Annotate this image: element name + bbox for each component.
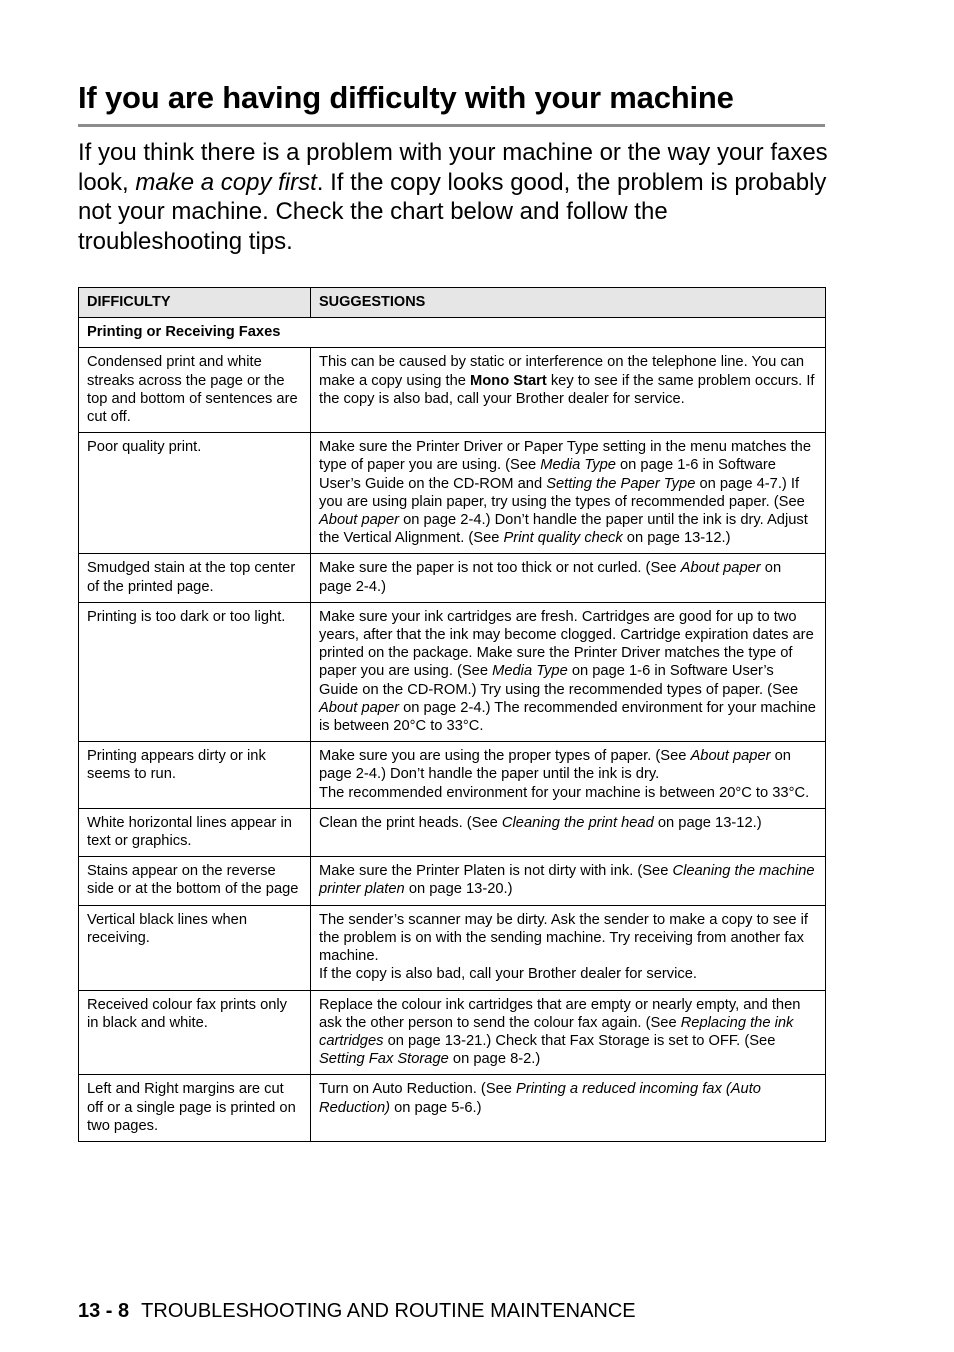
difficulty-cell: Vertical black lines when receiving. xyxy=(79,905,311,990)
chapter-title: TROUBLESHOOTING AND ROUTINE MAINTENANCE xyxy=(141,1300,636,1322)
suggestion-cell xyxy=(311,742,826,809)
suggestion-paragraph: Make sure the Printer Platen is not dirty with ink. (See Cleaning the machine printer platen on page 13-20.) xyxy=(319,863,815,898)
italic-reference: Printing a reduced incoming fax (Auto Reduction) xyxy=(319,1081,761,1116)
suggestion-paragraph: Make sure your ink cartridges are fresh. Cartridges are good for up to two years, after that the ink may become clogged. Cartridge expiration dates are printed on the package. Make sure the Printer Driver matches the type of paper you are using. (See Media Type on page 1-6 in Software User’s Guide on the CD-ROM.) Try using the recommended types of paper. (See About paper on page 2-4.) The recommended environment for your machine is between 20°C to 33°C. xyxy=(319,608,816,735)
italic-reference: About paper xyxy=(319,699,400,716)
suggestion-cell xyxy=(311,602,826,741)
page-title: If you are having difficulty with your machine xyxy=(78,80,734,115)
table-row xyxy=(79,990,826,1075)
italic-reference: Media Type xyxy=(492,663,568,680)
difficulty-cell: Poor quality print. xyxy=(79,433,311,554)
page-number: 13 - 8 xyxy=(78,1300,130,1322)
suggestion-cell xyxy=(311,857,826,905)
difficulty-cell: Stains appear on the reverse side or at the bottom of the page xyxy=(79,857,311,905)
title-rule xyxy=(78,124,825,127)
suggestion-cell xyxy=(311,990,826,1075)
italic-reference: Print quality check xyxy=(503,530,623,547)
suggestion-paragraph: The recommended environment for your machine is between 20°C to 33°C. xyxy=(319,784,810,801)
table-row xyxy=(79,1075,826,1142)
suggestion-paragraph: The sender’s scanner may be dirty. Ask the sender to make a copy to see if the problem is on with the sending machine. Try receiving from another fax machine. xyxy=(319,911,809,965)
italic-reference: Cleaning the machine printer platen xyxy=(319,863,815,898)
suggestion-cell xyxy=(311,905,826,990)
italic-reference: About paper xyxy=(319,512,400,529)
table-row xyxy=(79,808,826,856)
difficulty-cell: Received colour fax prints only in black and white. xyxy=(79,990,311,1075)
suggestion-paragraph: This can be caused by static or interference on the telephone line. You can make a copy using the Mono Start key to see if the same problem occurs. If the copy is also bad, call your Brother dealer for service. xyxy=(319,354,815,407)
table-row xyxy=(79,433,826,554)
italic-reference: Media Type xyxy=(540,457,616,474)
difficulty-cell: Condensed print and white streaks across the page or the top and bottom of sentences are cut off. xyxy=(79,348,311,433)
difficulty-cell: Smudged stain at the top center of the printed page. xyxy=(79,554,311,602)
italic-reference: Replacing the ink cartridges xyxy=(319,1014,794,1049)
italic-reference: About paper xyxy=(680,560,761,577)
suggestion-paragraph: Replace the colour ink cartridges that are empty or nearly empty, and then ask the other person to send the colour fax again. (See Replacing the ink cartridges on page 13-21.) Check that Fax Storage is set to OFF. (See Setting Fax Storage on page 8-2.) xyxy=(319,996,801,1068)
suggestion-paragraph: Make sure you are using the proper types of paper. (See About paper on page 2-4.) Don’t handle the paper until the ink is dry. xyxy=(319,748,791,783)
troubleshooting-table xyxy=(78,287,826,1142)
italic-reference: make a copy first xyxy=(135,168,317,196)
table-row xyxy=(79,742,826,809)
suggestion-cell xyxy=(311,1075,826,1142)
suggestion-cell xyxy=(311,808,826,856)
difficulty-cell: Left and Right margins are cut off or a single page is printed on two pages. xyxy=(79,1075,311,1142)
difficulty-cell: Printing appears dirty or ink seems to run. xyxy=(79,742,311,809)
column-header-difficulty: DIFFICULTY xyxy=(79,288,311,318)
suggestion-paragraph: Clean the print heads. (See Cleaning the print head on page 13-12.) xyxy=(319,814,762,831)
suggestion-cell xyxy=(311,433,826,554)
intro-paragraph: If you think there is a problem with your machine or the way your faxes look, make a copy first. If the copy looks good, the problem is probably not your machine. Check the chart below and follow the troubleshooting tips. xyxy=(78,139,828,255)
section-row xyxy=(79,318,826,348)
table-row xyxy=(79,348,826,433)
italic-reference: About paper xyxy=(690,748,771,765)
difficulty-cell: Printing is too dark or too light. xyxy=(79,602,311,741)
difficulty-cell: White horizontal lines appear in text or graphics. xyxy=(79,808,311,856)
suggestion-paragraph: If the copy is also bad, call your Brother dealer for service. xyxy=(319,966,697,983)
bold-text: Mono Start xyxy=(470,372,547,389)
table-row xyxy=(79,602,826,741)
column-header-suggestions: SUGGESTIONS xyxy=(311,288,826,318)
table-row xyxy=(79,554,826,602)
page-footer xyxy=(78,1300,636,1323)
section-heading: Printing or Receiving Faxes xyxy=(79,318,826,348)
italic-reference: Setting the Paper Type xyxy=(546,475,696,492)
suggestion-cell xyxy=(311,554,826,602)
italic-reference: Cleaning the print head xyxy=(501,814,654,831)
table-header-row xyxy=(79,288,826,318)
table-row xyxy=(79,857,826,905)
table-row xyxy=(79,905,826,990)
italic-reference: Setting Fax Storage xyxy=(319,1051,449,1068)
suggestion-paragraph: Make sure the paper is not too thick or not curled. (See About paper on page 2-4.) xyxy=(319,560,782,595)
suggestion-paragraph: Turn on Auto Reduction. (See Printing a reduced incoming fax (Auto Reduction) on page 5-6.) xyxy=(319,1081,761,1116)
suggestion-cell xyxy=(311,348,826,433)
suggestion-paragraph: Make sure the Printer Driver or Paper Type setting in the menu matches the type of paper you are using. (See Media Type on page 1-6 in Software User’s Guide on the CD-ROM and Setting the Paper Type on page 4-7.) If you are using plain paper, try using the types of recommended paper. (See About paper on page 2-4.) Don’t handle the paper until the ink is dry. Adjust the Vertical Alignment. (See Print quality check on page 13-12.) xyxy=(319,439,811,547)
